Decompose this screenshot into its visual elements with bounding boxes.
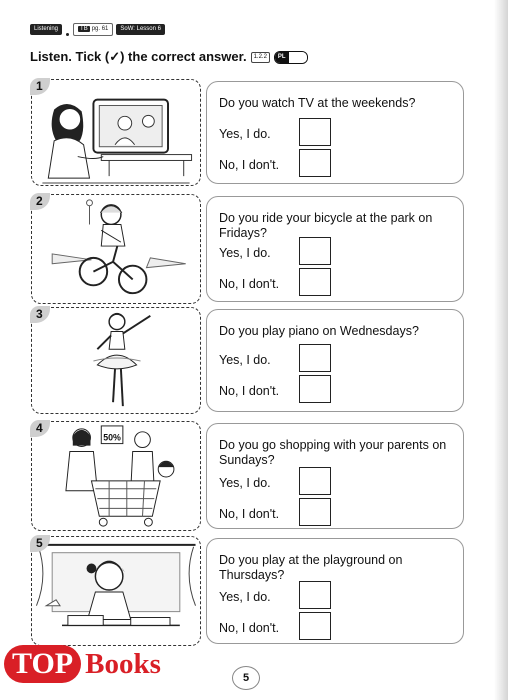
lesson-tags: [30, 23, 165, 36]
topbooks-logo: [4, 645, 161, 683]
question-box: [206, 423, 464, 529]
question-item-4: [31, 421, 464, 531]
answer-no-label: No, I don't.: [219, 621, 280, 635]
question-text: Do you go shopping with your parents on Sundays?: [219, 438, 447, 467]
question-box: [206, 81, 464, 184]
question-item-3: [31, 307, 464, 414]
tv-illustration: [32, 80, 200, 185]
ballet-illustration: [32, 308, 200, 413]
question-text: Do you ride your bicycle at the park on Fridays?: [219, 211, 433, 240]
question-item-5: [31, 536, 464, 646]
sale-sign: 50%: [103, 432, 121, 443]
picture-girl-watching-tv: [31, 79, 201, 186]
picture-boy-riding-bicycle: [31, 194, 201, 304]
tick-box-no[interactable]: [299, 149, 331, 177]
shopping-illustration: [32, 422, 200, 530]
pl-badge: PL: [274, 51, 308, 64]
tick-box-no[interactable]: [299, 268, 331, 296]
question-text: Do you play at the playground on Thursdays?: [219, 553, 403, 582]
item-number: 1: [30, 78, 50, 95]
logo-books-text: Books: [85, 647, 161, 680]
tick-box-yes[interactable]: [299, 467, 331, 495]
answer-no-label: No, I don't.: [219, 384, 280, 398]
tag-textbook-page: TB pg. 61: [73, 23, 113, 36]
question-item-2: [31, 194, 464, 304]
item-number: 2: [30, 193, 50, 210]
question-box: [206, 196, 464, 302]
item-number: 5: [30, 535, 50, 552]
tick-box-yes[interactable]: [299, 118, 331, 146]
answer-no-label: No, I don't.: [219, 158, 280, 172]
answer-no-label: No, I don't.: [219, 277, 280, 291]
tick-box-yes[interactable]: [299, 237, 331, 265]
standard-code: 1.2.2: [251, 52, 270, 63]
tick-box-yes[interactable]: [299, 344, 331, 372]
tag-listening: Listening: [30, 24, 62, 35]
tag-sow-lesson: SoW: Lesson 6: [116, 24, 165, 35]
picture-girl-studying: [31, 536, 201, 646]
picture-family-shopping: [31, 421, 201, 531]
instruction-line: [30, 49, 308, 65]
answer-yes-label: Yes, I do.: [219, 246, 271, 260]
picture-girl-dancing: [31, 307, 201, 414]
question-box: [206, 309, 464, 412]
instruction-text: Listen. Tick (✓) the correct answer.: [30, 49, 247, 64]
item-number: 3: [30, 306, 50, 323]
answer-yes-label: Yes, I do.: [219, 127, 271, 141]
item-number: 4: [30, 420, 50, 437]
logo-top-text: TOP: [4, 645, 81, 683]
answer-yes-label: Yes, I do.: [219, 476, 271, 490]
question-box: [206, 538, 464, 644]
answer-yes-label: Yes, I do.: [219, 590, 271, 604]
tick-box-yes[interactable]: [299, 581, 331, 609]
question-item-1: [31, 79, 464, 186]
tick-box-no[interactable]: [299, 375, 331, 403]
tick-box-no[interactable]: [299, 612, 331, 640]
bullet-dot: [66, 33, 69, 36]
question-text: Do you watch TV at the weekends?: [219, 96, 416, 110]
page-number: 5: [232, 666, 260, 690]
bicycle-illustration: [32, 195, 200, 303]
answer-no-label: No, I don't.: [219, 507, 280, 521]
question-text: Do you play piano on Wednesdays?: [219, 324, 419, 338]
book-spine-shadow: [494, 0, 508, 700]
tick-box-no[interactable]: [299, 498, 331, 526]
study-illustration: [32, 537, 200, 645]
answer-yes-label: Yes, I do.: [219, 353, 271, 367]
